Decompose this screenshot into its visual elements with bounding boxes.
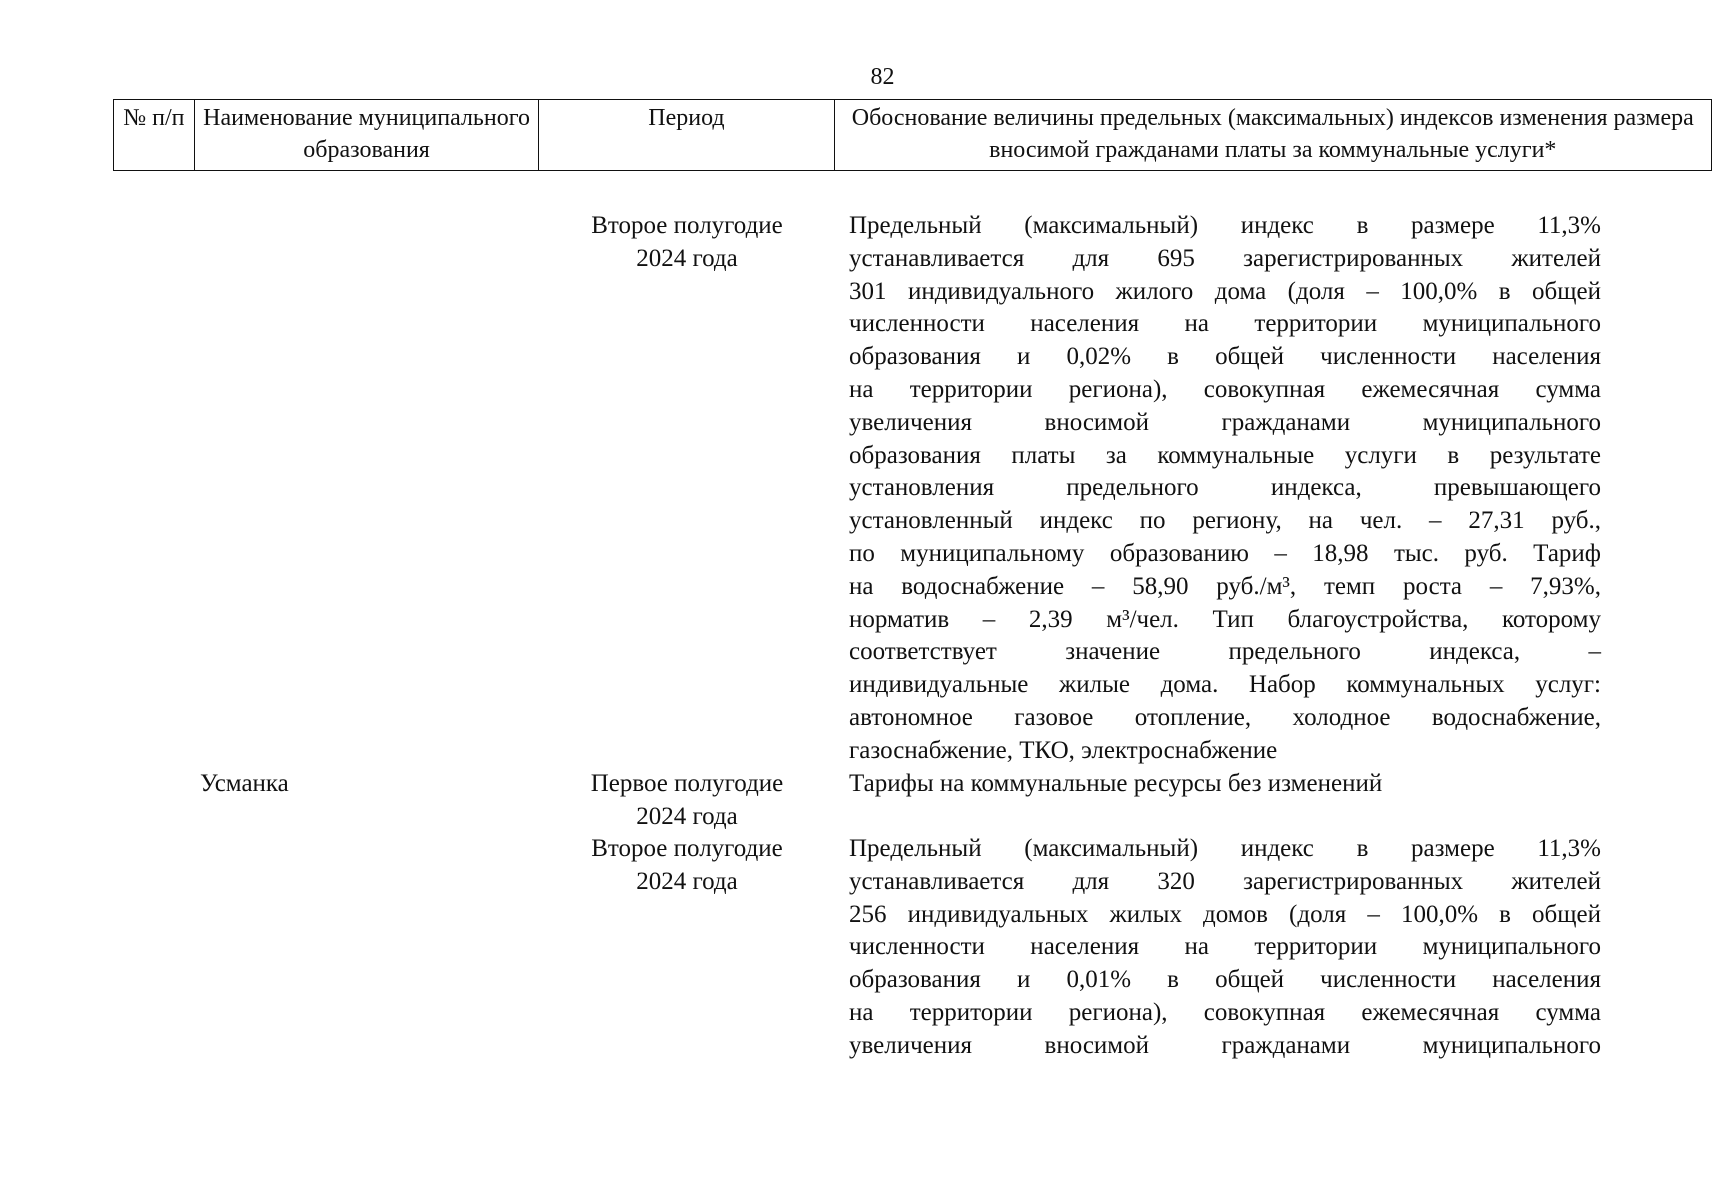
text-line: увеличения вносимой гражданами муниципального [849,1031,1601,1059]
text-line: на водоснабжение – 58,90 руб./м³, темп роста – 7,93%, [849,572,1601,600]
header-justification: Обоснование величины предельных (максимальных) индексов изменения размера вносимой гражданами платы за коммунальные услуги* [834,100,1711,171]
period-cell [534,768,840,834]
municipality-cell: Усманка [200,770,289,797]
period-line: 2024 года [636,802,738,830]
page-number: 82 [870,64,895,90]
justification-cell [849,210,1601,768]
text-line: на территории региона), совокупная ежемесячная сумма [849,998,1601,1026]
text-line: устанавливается для 320 зарегистрированных жителей [849,867,1601,895]
text-line: численности населения на территории муниципального [849,933,1601,961]
text-line: автономное газовое отопление, холодное водоснабжение, [849,703,1601,731]
text-line: соответствует значение предельного индекса, – [849,638,1601,666]
justification-cell [849,768,1601,801]
period-cell [534,210,840,276]
text-line: установленный индекс по региону, на чел. – 27,31 руб., [849,507,1601,535]
header-municipality: Наименование муниципального образования [194,100,539,171]
table-header [113,99,1712,171]
header-period: Период [539,100,834,171]
text-line: численности населения на территории муниципального [849,310,1601,338]
period-cell [534,833,840,899]
text-line: по муниципальному образованию – 18,98 тыс. руб. Тариф [849,539,1601,567]
text-line: 301 индивидуального жилого дома (доля – 100,0% в общей [849,277,1601,305]
text-line: Предельный (максимальный) индекс в размере 11,3% [849,212,1601,239]
text-line: на территории региона), совокупная ежемесячная сумма [849,375,1601,403]
text-line: образования платы за коммунальные услуги в результате [849,441,1601,469]
period-line: Второе полугодие [591,835,783,862]
text-line: образования и 0,01% в общей численности населения [849,966,1601,994]
text-line: устанавливается для 695 зарегистрированных жителей [849,244,1601,272]
text-line: увеличения вносимой гражданами муниципального [849,408,1601,436]
text-line: Тарифы на коммунальные ресурсы без изменений [849,770,1383,797]
text-line: Предельный (максимальный) индекс в размере 11,3% [849,835,1601,862]
header-number: № п/п [114,100,195,171]
text-line: индивидуальные жилые дома. Набор коммунальных услуг: [849,671,1601,699]
period-line: Второе полугодие [591,212,783,239]
justification-cell [849,833,1601,1063]
period-line: Первое полугодие [590,770,784,797]
text-line: образования и 0,02% в общей численности населения [849,343,1601,371]
period-line: 2024 года [636,244,738,272]
text-line: установления предельного индекса, превышающего [849,474,1601,502]
text-line: 256 индивидуальных жилых домов (доля – 100,0% в общей [849,900,1601,928]
text-line: газоснабжение, ТКО, электроснабжение [849,736,1278,764]
period-line: 2024 года [636,867,738,895]
text-line: норматив – 2,39 м³/чел. Тип благоустройства, которому [849,605,1601,633]
